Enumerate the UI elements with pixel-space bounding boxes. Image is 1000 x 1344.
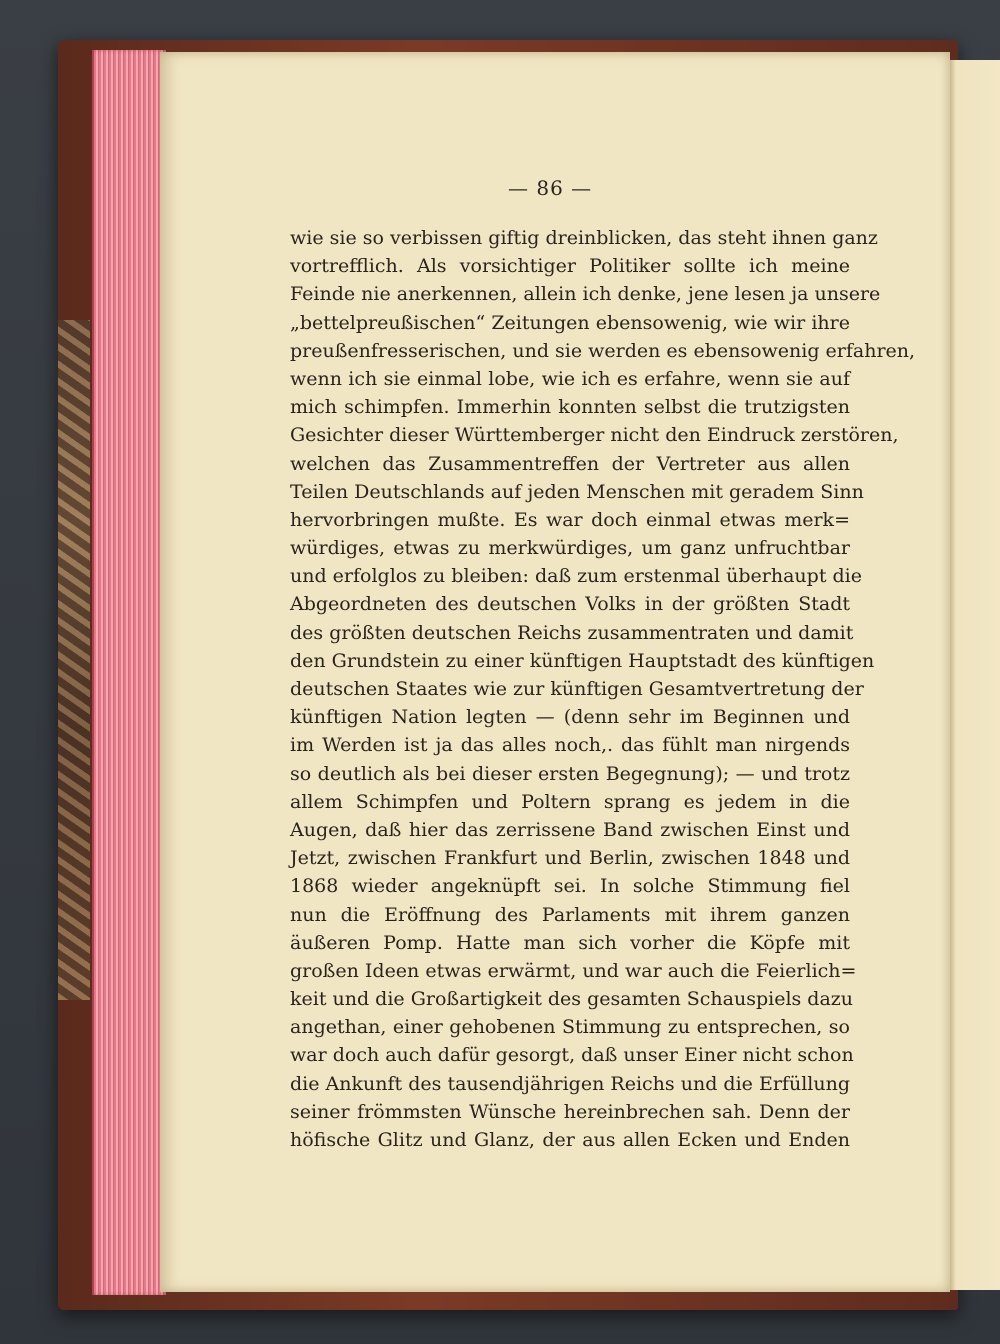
page-number: — 86 — [508,176,593,200]
text-line: großen Ideen etwas erwärmt, und war auch die Feierlich= [290,959,857,982]
text-line: Abgeordneten des deutschen Volks in der größten Stadt [290,593,850,616]
text-line: Gesichter dieser Württemberger nicht den Eindruck zerstören, [290,424,899,447]
text-line: den Grundstein zu einer künftigen Hauptstadt des künftigen [290,649,875,672]
body-text [290,224,916,1154]
text-line: „bettelpreußischen“ Zeitungen ebensowenig, wie wir ihre [290,311,850,334]
text-line: nun die Eröffnung des Parlaments mit ihrem ganzen [290,903,850,926]
text-line: keit und die Großartigkeit des gesamten Schauspiels dazu [290,988,854,1011]
text-line: deutschen Staates wie zur künftigen Gesamtvertretung der [290,678,864,700]
text-line: mich schimpfen. Immerhin konnten selbst die trutzigsten [290,396,850,419]
text-line: die Ankunft des tausendjährigen Reichs und die Erfüllung [290,1072,850,1095]
text-line: so deutlich als bei dieser ersten Begegnung); — und trotz [290,762,850,785]
text-line: des größten deutschen Reichs zusammentraten und damit [290,621,854,644]
text-line: würdiges, etwas zu merkwürdiges, um ganz unfruchtbar [290,537,850,560]
text-line: im Werden ist ja das alles noch,. das fühlt man nirgends [290,734,850,757]
text-line: künftigen Nation legten — (denn sehr im Beginnen und [290,706,850,729]
facing-page-edge [950,60,1000,1290]
text-line: 1868 wieder angeknüpft sei. In solche Stimmung fiel [290,875,850,898]
text-line: äußeren Pomp. Hatte man sich vorher die Köpfe mit [290,931,850,954]
text-line: Jetzt, zwischen Frankfurt und Berlin, zwischen 1848 und [290,847,850,870]
text-line: Augen, daß hier das zerrissene Band zwischen Einst und [290,818,850,841]
text-line: wie sie so verbissen giftig dreinblicken, das steht ihnen ganz [290,227,878,249]
text-line: allem Schimpfen und Poltern sprang es jedem in die [290,790,850,813]
text-line: preußenfresserischen, und sie werden es ebensowenig erfahren, [290,339,916,362]
text-line: welchen das Zusammentreffen der Vertreter aus allen [290,452,850,475]
text-line: seiner frömmsten Wünsche hereinbrechen sah. Denn der [290,1100,850,1123]
text-line: war doch auch dafür gesorgt, daß unser Einer nicht schon [290,1044,854,1067]
text-line: Teilen Deutschlands auf jeden Menschen mit geradem Sinn [290,480,864,503]
text-line: hervorbringen mußte. Es war doch einmal etwas merk= [290,508,850,531]
text-line: Feinde nie anerkennen, allein ich denke, jene lesen ja unsere [290,283,881,306]
text-line: wenn ich sie einmal lobe, wie ich es erfahre, wenn sie auf [290,367,850,390]
page-edges [92,50,166,1295]
text-line: vortrefflich. Als vorsichtiger Politiker sollte ich meine [290,255,850,278]
marbled-endpaper [58,320,90,1000]
text-line: angethan, einer gehobenen Stimmung zu entsprechen, so [290,1016,850,1039]
text-line: und erfolglos zu bleiben: daß zum erstenmal überhaupt die [290,565,862,588]
text-line: höfische Glitz und Glanz, der aus allen Ecken und Enden [290,1129,850,1151]
